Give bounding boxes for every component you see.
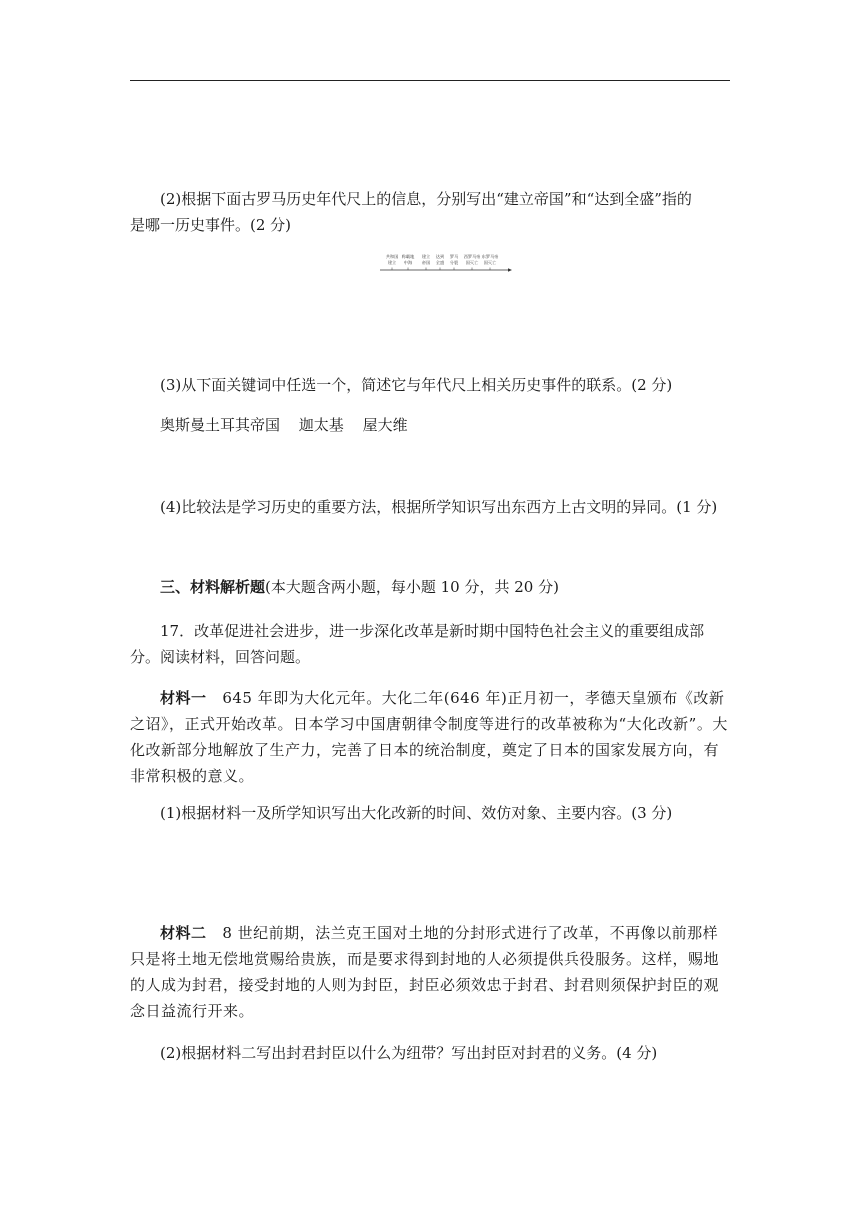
timeline-label-top: 西罗马帝: [463, 254, 481, 259]
header-rule: [130, 80, 730, 81]
section-3-note: (本大题含两小题，每小题 10 分，共 20 分): [265, 578, 559, 596]
timeline-label-top: 共和国: [385, 254, 399, 259]
keyword-list: [160, 412, 422, 438]
section-3-title: 三、材料解析题: [160, 578, 266, 596]
timeline-label-bottom: 分裂: [449, 260, 459, 265]
question-2-cont: [130, 212, 730, 238]
question-17-text: 17．改革促进社会进步，进一步深化改革是新时期中国特色社会主义的重要组成部分。阅读材料，回答问题。: [130, 622, 705, 666]
material-2-text: 8 世纪前期，法兰克王国对土地的分封形式进行了改革，不再像以前那样只是将土地无偿地赏赐给贵族，而是要求得到封地的人必须提供兵役服务。这样，赐地的人成为封君，接受封地的人则为封臣，封臣必须效忠于封君、封君则须保护封臣的观念日益流行开来。: [130, 924, 720, 1020]
material-2-label: 材料二: [160, 924, 207, 942]
timeline-arrow: [508, 268, 512, 271]
timeline-label-bottom: 帝国: [421, 260, 431, 265]
roman-history-timeline: [378, 250, 512, 280]
sub-question-2-text: (2)根据材料二写出封君封臣以什么为纽带？写出封臣对封君的义务。(4 分): [160, 1044, 658, 1062]
question-3: [130, 372, 730, 398]
keyword-ottoman: 奥斯曼土耳其帝国: [160, 416, 281, 434]
timeline-label-top: 达到: [435, 254, 445, 259]
keyword-octavian: 屋大维: [362, 416, 408, 434]
question-2: [130, 186, 730, 212]
section-3-heading: [130, 574, 730, 600]
timeline-label-top: 称霸地: [401, 254, 415, 259]
question-3-text: (3)从下面关键词中任选一个，简述它与年代尺上相关历史事件的联系。(2 分): [160, 376, 673, 394]
timeline-label-bottom: 全盛: [435, 260, 445, 265]
sub-question-1-text: (1)根据材料一及所学知识写出大化改新的时间、效仿对象、主要内容。(3 分): [160, 804, 673, 822]
question-4-text: (4)比较法是学习历史的重要方法，根据所学知识写出东西方上古文明的异同。(1 分): [160, 498, 718, 516]
keyword-carthage: 迦太基: [298, 416, 344, 434]
timeline-label-top: 罗马: [449, 254, 459, 259]
sub-question-1: [130, 800, 730, 826]
question-4: [130, 494, 730, 520]
timeline-label-bottom: 建立: [387, 260, 397, 265]
timeline-label-bottom: 中海: [403, 260, 413, 265]
timeline-label-top: 建立: [421, 254, 431, 259]
material-2: [130, 920, 730, 1024]
timeline-label-top: 东罗马帝: [481, 254, 499, 259]
material-1: [130, 685, 730, 789]
material-1-text: 645 年即为大化元年。大化二年(646 年)正月初一，孝德天皇颁布《改新之诏》，正式开始改革。日本学习中国唐朝律令制度等进行的改革被称为“大化改新”。大化改新部分地解放了生产力，完善了日本的统治制度，奠定了日本的国家发展方向，有非常积极的意义。: [130, 689, 728, 785]
question-2-line2: 是哪一历史事件。(2 分): [130, 216, 292, 234]
question-17: [130, 618, 730, 670]
material-1-label: 材料一: [160, 689, 207, 707]
sub-question-2: [130, 1040, 730, 1066]
question-2-line1: (2)根据下面古罗马历史年代尺上的信息，分别写出“建立帝国”和“达到全盛”指的: [160, 190, 692, 208]
timeline-label-bottom: 国灭亡: [483, 260, 497, 265]
timeline-label-bottom: 国灭亡: [465, 260, 479, 265]
